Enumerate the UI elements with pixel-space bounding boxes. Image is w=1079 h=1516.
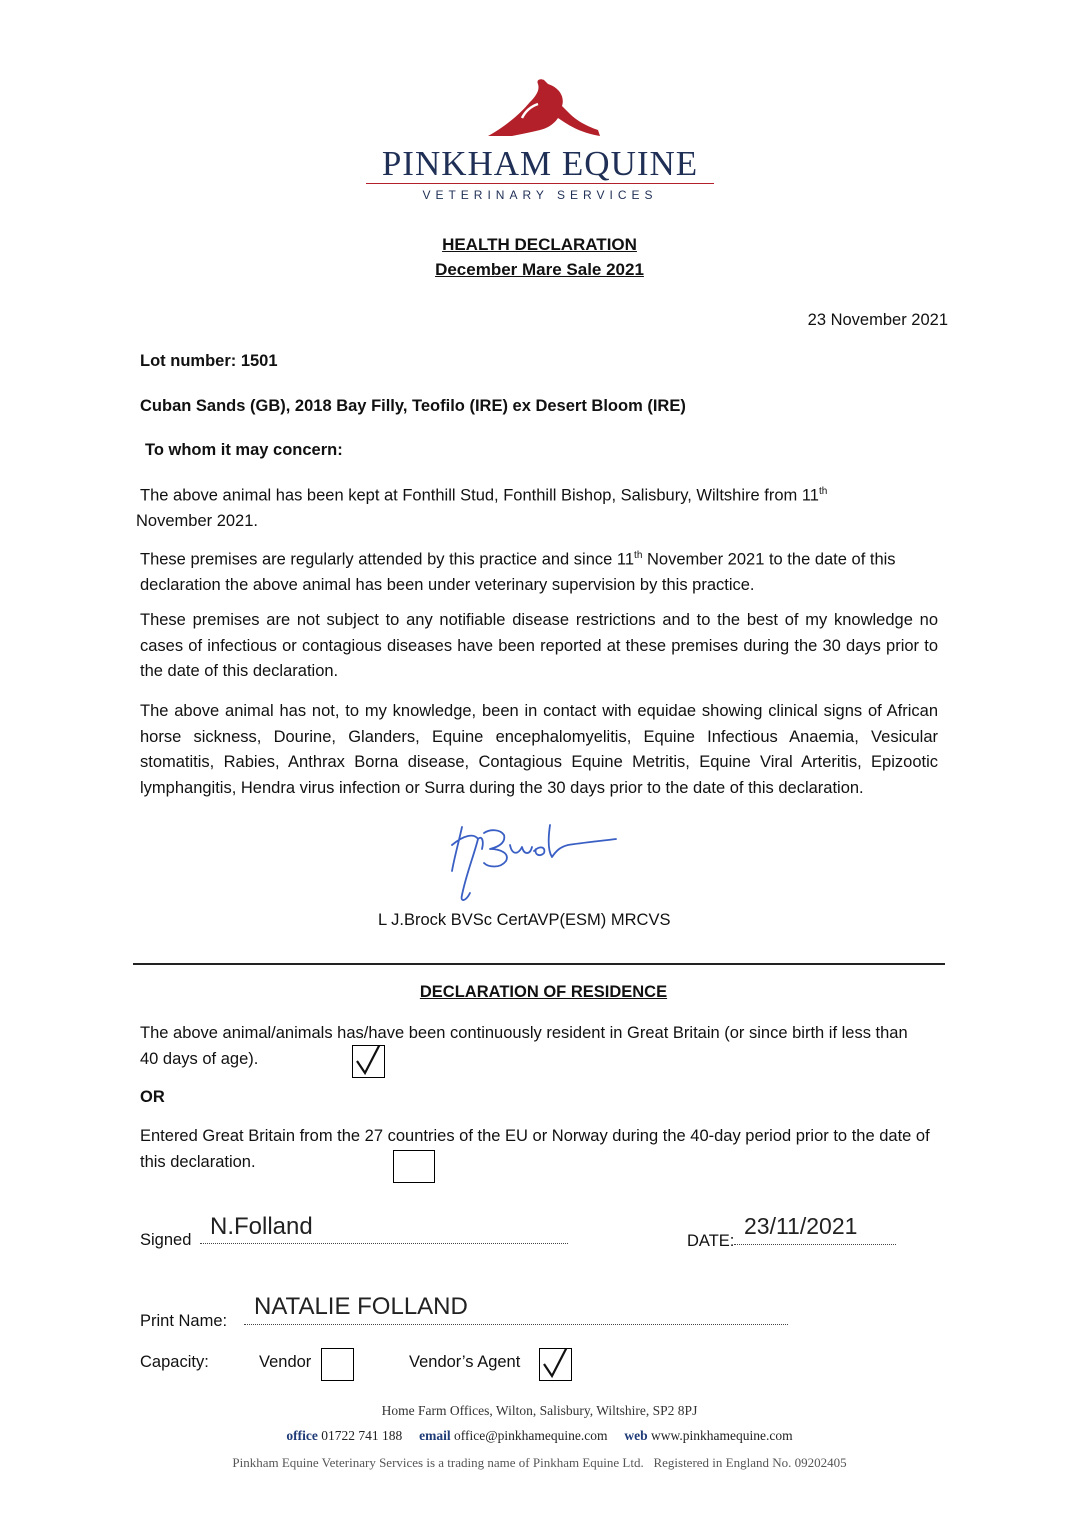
footer-legal: Pinkham Equine Veterinary Services is a trading name of Pinkham Equine Ltd. Registered in England No. 09202405 xyxy=(232,1455,847,1470)
document-title: HEALTH DECLARATION xyxy=(442,235,637,254)
print-name-label: Print Name: xyxy=(140,1312,228,1330)
capacity-label: Capacity: xyxy=(140,1353,209,1371)
salutation: To whom it may concern: xyxy=(145,441,343,459)
checkmark-icon xyxy=(353,1046,384,1077)
paragraph-disease-contact: The above animal has not, to my knowledge, been in contact with equidae showing clinical signs of African horse sickness, Dourine, Glanders, Equine encephalomyelitis, Equine Infectious Anaemia, Vesicular stomatitis, Rabies, Anthrax Borna disease, Contagious Equine Metritis, Equine Viral Arteritis, Epizootic lymphangitis, Hendra virus infection or Surra during the 30 days prior to the date of this declaration. xyxy=(140,702,938,797)
footer-contacts xyxy=(0,1428,1079,1444)
horse-details: Cuban Sands (GB), 2018 Bay Filly, Teofilo (IRE) ex Desert Bloom (IRE) xyxy=(140,397,686,415)
date-line xyxy=(734,1244,896,1245)
residence-title: DECLARATION OF RESIDENCE xyxy=(419,983,668,1001)
entered-gb-checkbox[interactable] xyxy=(393,1150,435,1183)
document-date: 23 November 2021 xyxy=(807,311,948,329)
email-label: email xyxy=(419,1428,451,1443)
paragraph-no-restrictions: These premises are not subject to any notifiable disease restrictions and to the best of my knowledge no cases of infectious or contagious diseases have been reported at these premises during the 30 days prior to the date of this declaration. xyxy=(140,611,938,680)
or-label: OR xyxy=(140,1088,165,1106)
signed-line xyxy=(200,1243,568,1244)
print-name-value[interactable]: NATALIE FOLLAND xyxy=(254,1293,468,1320)
date-value[interactable]: 23/11/2021 xyxy=(744,1213,858,1239)
document-subtitle: December Mare Sale 2021 xyxy=(435,260,644,279)
brand-name: PINKHAM EQUINE xyxy=(381,144,699,183)
signed-value[interactable]: N.Folland xyxy=(210,1213,313,1240)
office-phone[interactable]: 01722 741 188 xyxy=(321,1428,403,1443)
vet-signature-icon xyxy=(440,815,630,905)
vendor-agent-label: Vendor’s Agent xyxy=(409,1353,521,1371)
residence-option-1: The above animal/animals has/have been continuously resident in Great Britain (or since birth if less than 40 days of age). xyxy=(140,1024,908,1068)
resident-gb-checkbox[interactable] xyxy=(352,1045,385,1078)
brand-divider xyxy=(366,183,714,184)
vet-name: L J.Brock BVSc CertAVP(ESM) MRCVS xyxy=(378,911,671,929)
horse-logo-icon xyxy=(478,78,604,148)
web-label: web xyxy=(624,1428,648,1443)
web-link[interactable]: www.pinkhamequine.com xyxy=(651,1428,793,1443)
paragraph-kept-at: The above animal has been kept at Fonthill Stud, Fonthill Bishop, Salisbury, Wiltshire from 11th November 2021. xyxy=(136,486,828,530)
vendor-label: Vendor xyxy=(259,1353,312,1371)
email-link[interactable]: office@pinkhamequine.com xyxy=(454,1428,608,1443)
lot-number: Lot number: 1501 xyxy=(140,352,278,370)
checkmark-icon xyxy=(540,1349,571,1380)
paragraph-supervision: These premises are regularly attended by this practice and since 11th November 2021 to the date of this declaration the above animal has been under veterinary supervision by this practice. xyxy=(140,550,896,594)
print-name-line xyxy=(244,1324,788,1325)
vendor-checkbox[interactable] xyxy=(321,1348,354,1381)
signed-label: Signed xyxy=(140,1231,192,1249)
section-divider xyxy=(133,963,945,965)
vendor-agent-checkbox[interactable] xyxy=(539,1348,572,1381)
residence-option-2: Entered Great Britain from the 27 countries of the EU or Norway during the 40-day period prior to the date of this declaration. xyxy=(140,1127,930,1171)
footer-address: Home Farm Offices, Wilton, Salisbury, Wiltshire, SP2 8PJ xyxy=(381,1403,698,1418)
brand-sub: VETERINARY SERVICES xyxy=(422,188,658,202)
date-label: DATE: xyxy=(687,1232,735,1250)
office-label: office xyxy=(286,1428,318,1443)
